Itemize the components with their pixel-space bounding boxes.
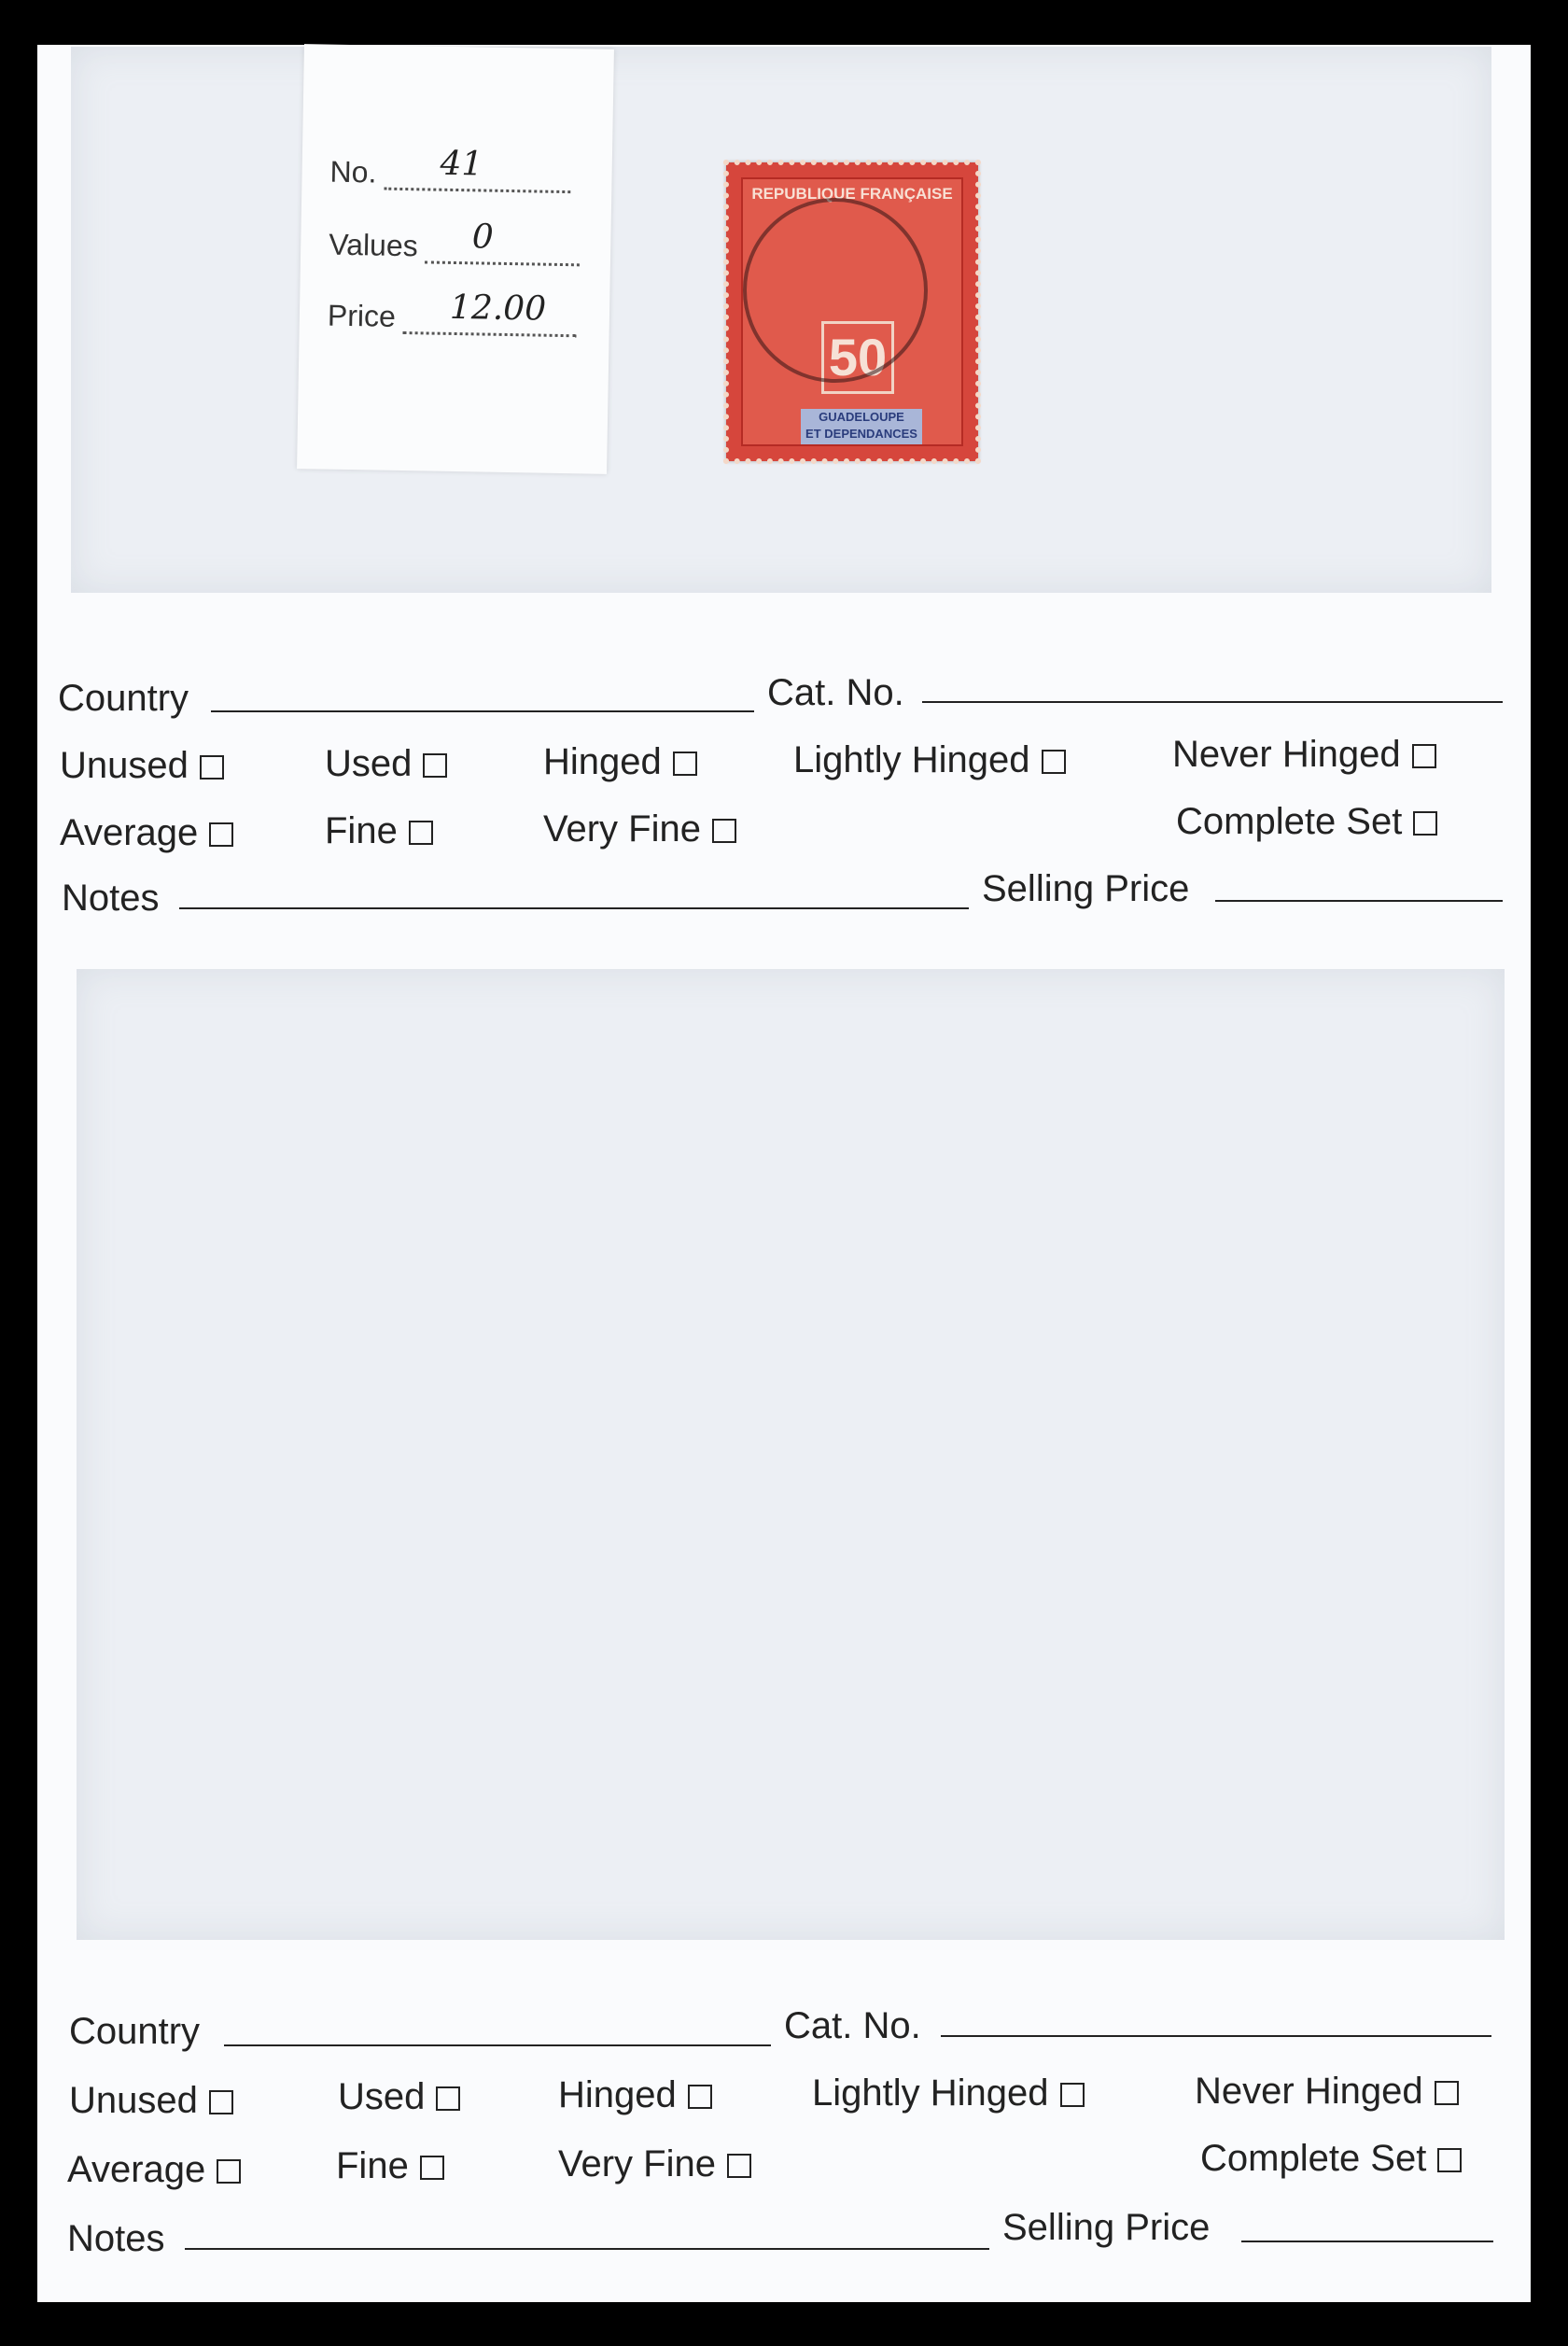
average-option[interactable]: Average [60, 812, 233, 854]
unused-checkbox-2[interactable] [209, 2090, 233, 2114]
cat-no-field-2[interactable] [941, 2035, 1491, 2037]
notes-field-2[interactable] [185, 2248, 989, 2250]
notes-field[interactable] [179, 907, 969, 909]
lightly-hinged-option[interactable]: Lightly Hinged [793, 739, 1066, 781]
stamp-bottom-panel [801, 409, 922, 444]
very-fine-checkbox-2[interactable] [727, 2154, 751, 2178]
notes-label: Notes [62, 878, 160, 919]
complete-set-checkbox[interactable] [1413, 811, 1437, 836]
card-values-label: Values [328, 227, 419, 263]
unused-option[interactable]: Unused [60, 745, 224, 787]
used-option-2[interactable]: Used [338, 2076, 460, 2118]
average-checkbox-2[interactable] [217, 2159, 241, 2184]
lightly-hinged-option-2[interactable]: Lightly Hinged [812, 2072, 1085, 2114]
stamp-top-text: REPUBLIQUE FRANÇAISE [751, 185, 953, 203]
fine-checkbox[interactable] [409, 821, 433, 845]
complete-set-checkbox-2[interactable] [1437, 2148, 1462, 2172]
average-option-2[interactable]: Average [67, 2149, 241, 2191]
used-checkbox[interactable] [423, 753, 447, 778]
price-label-card [297, 44, 614, 474]
card-values-value: 0 [471, 218, 495, 257]
complete-set-option-2[interactable]: Complete Set [1200, 2138, 1462, 2180]
hinged-option[interactable]: Hinged [543, 741, 697, 783]
stock-sheet [37, 45, 1531, 2302]
complete-set-option[interactable]: Complete Set [1176, 801, 1437, 843]
notes-label-2: Notes [67, 2218, 165, 2259]
postmark-cancel [743, 198, 928, 383]
card-price-value: 12.00 [449, 288, 547, 329]
hinged-checkbox-2[interactable] [688, 2085, 712, 2109]
never-hinged-checkbox-2[interactable] [1435, 2081, 1459, 2105]
country-label-2: Country [69, 2011, 201, 2052]
fine-option[interactable]: Fine [325, 810, 433, 852]
cat-no-field[interactable] [922, 701, 1503, 703]
stamp-pocket-bottom [77, 969, 1505, 1940]
lightly-hinged-checkbox-2[interactable] [1060, 2083, 1085, 2107]
stamp-bottom-text-1: GUADELOUPE [819, 410, 904, 424]
never-hinged-checkbox[interactable] [1412, 744, 1436, 768]
hinged-option-2[interactable]: Hinged [558, 2074, 712, 2116]
card-price-line [327, 288, 578, 338]
country-field-2[interactable] [224, 2044, 771, 2046]
country-label: Country [58, 678, 189, 719]
stamp-value: 50 [821, 321, 894, 394]
unused-option-2[interactable]: Unused [69, 2080, 233, 2122]
card-price-label: Price [327, 298, 397, 333]
used-option[interactable]: Used [325, 743, 447, 785]
card-no-label: No. [329, 154, 377, 190]
average-checkbox[interactable] [209, 822, 233, 847]
selling-price-field[interactable] [1215, 900, 1503, 902]
card-values-line [328, 218, 581, 267]
card-no-line [329, 144, 570, 193]
very-fine-option-2[interactable]: Very Fine [558, 2143, 751, 2185]
cat-no-label: Cat. No. [767, 672, 904, 713]
fine-checkbox-2[interactable] [420, 2156, 444, 2180]
never-hinged-option[interactable]: Never Hinged [1172, 734, 1436, 776]
unused-checkbox[interactable] [200, 755, 224, 780]
lightly-hinged-checkbox[interactable] [1042, 750, 1066, 774]
selling-price-label-2: Selling Price [1002, 2207, 1211, 2248]
hinged-checkbox[interactable] [673, 752, 697, 776]
stamp-bottom-text-2: ET DEPENDANCES [805, 427, 917, 441]
cat-no-label-2: Cat. No. [784, 2005, 921, 2046]
postage-stamp [726, 162, 978, 461]
very-fine-option[interactable]: Very Fine [543, 808, 736, 850]
card-no-value: 41 [440, 144, 483, 184]
used-checkbox-2[interactable] [436, 2086, 460, 2111]
country-field[interactable] [211, 710, 754, 712]
selling-price-label: Selling Price [982, 868, 1190, 909]
very-fine-checkbox[interactable] [712, 819, 736, 843]
selling-price-field-2[interactable] [1241, 2241, 1493, 2242]
fine-option-2[interactable]: Fine [336, 2145, 444, 2187]
never-hinged-option-2[interactable]: Never Hinged [1195, 2071, 1459, 2113]
